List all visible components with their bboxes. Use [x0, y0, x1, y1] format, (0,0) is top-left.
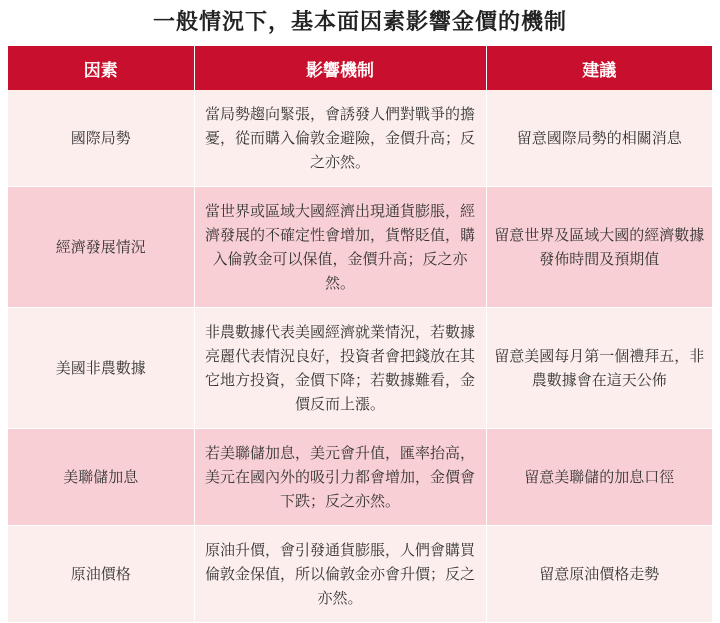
effect-cell: 若美聯儲加息，美元會升值，匯率抬高，美元在國內外的吸引力都會增加，金價會下跌；反之亦然。 [194, 429, 486, 526]
gold-price-factors-table [8, 46, 712, 623]
factor-cell: 原油價格 [8, 526, 194, 623]
table-row [8, 90, 712, 187]
table-row [8, 526, 712, 623]
advice-cell: 留意國際局勢的相關消息 [486, 90, 712, 187]
header-factor: 因素 [8, 46, 194, 90]
effect-cell: 當局勢趨向緊張，會誘發人們對戰爭的擔憂，從而購入倫敦金避險，金價升高；反之亦然。 [194, 90, 486, 187]
table-row [8, 429, 712, 526]
header-advice: 建議 [486, 46, 712, 90]
factor-cell: 國際局勢 [8, 90, 194, 187]
effect-cell: 非農數據代表美國經濟就業情況，若數據亮麗代表情況良好，投資者會把錢放在其它地方投資，金價下降；若數據難看，金價反而上漲。 [194, 308, 486, 429]
table-row [8, 308, 712, 429]
advice-cell: 留意美國每月第一個禮拜五，非農數據會在這天公佈 [486, 308, 712, 429]
advice-cell: 留意世界及區域大國的經濟數據發佈時間及預期值 [486, 187, 712, 308]
page-title: 一般情況下，基本面因素影響金價的機制 [152, 10, 567, 35]
factor-cell: 經濟發展情況 [8, 187, 194, 308]
table-header-row [8, 46, 712, 90]
advice-cell: 留意原油價格走勢 [486, 526, 712, 623]
effect-cell: 當世界或區域大國經濟出現通貨膨脹，經濟發展的不確定性會增加，貨幣貶值，購入倫敦金可以保值，金價升高；反之亦然。 [194, 187, 486, 308]
effect-cell: 原油升價，會引發通貨膨脹，人們會購買倫敦金保值，所以倫敦金亦會升價；反之亦然。 [194, 526, 486, 623]
table-row [8, 187, 712, 308]
factor-cell: 美聯儲加息 [8, 429, 194, 526]
factor-cell: 美國非農數據 [8, 308, 194, 429]
advice-cell: 留意美聯儲的加息口徑 [486, 429, 712, 526]
header-effect: 影響機制 [194, 46, 486, 90]
